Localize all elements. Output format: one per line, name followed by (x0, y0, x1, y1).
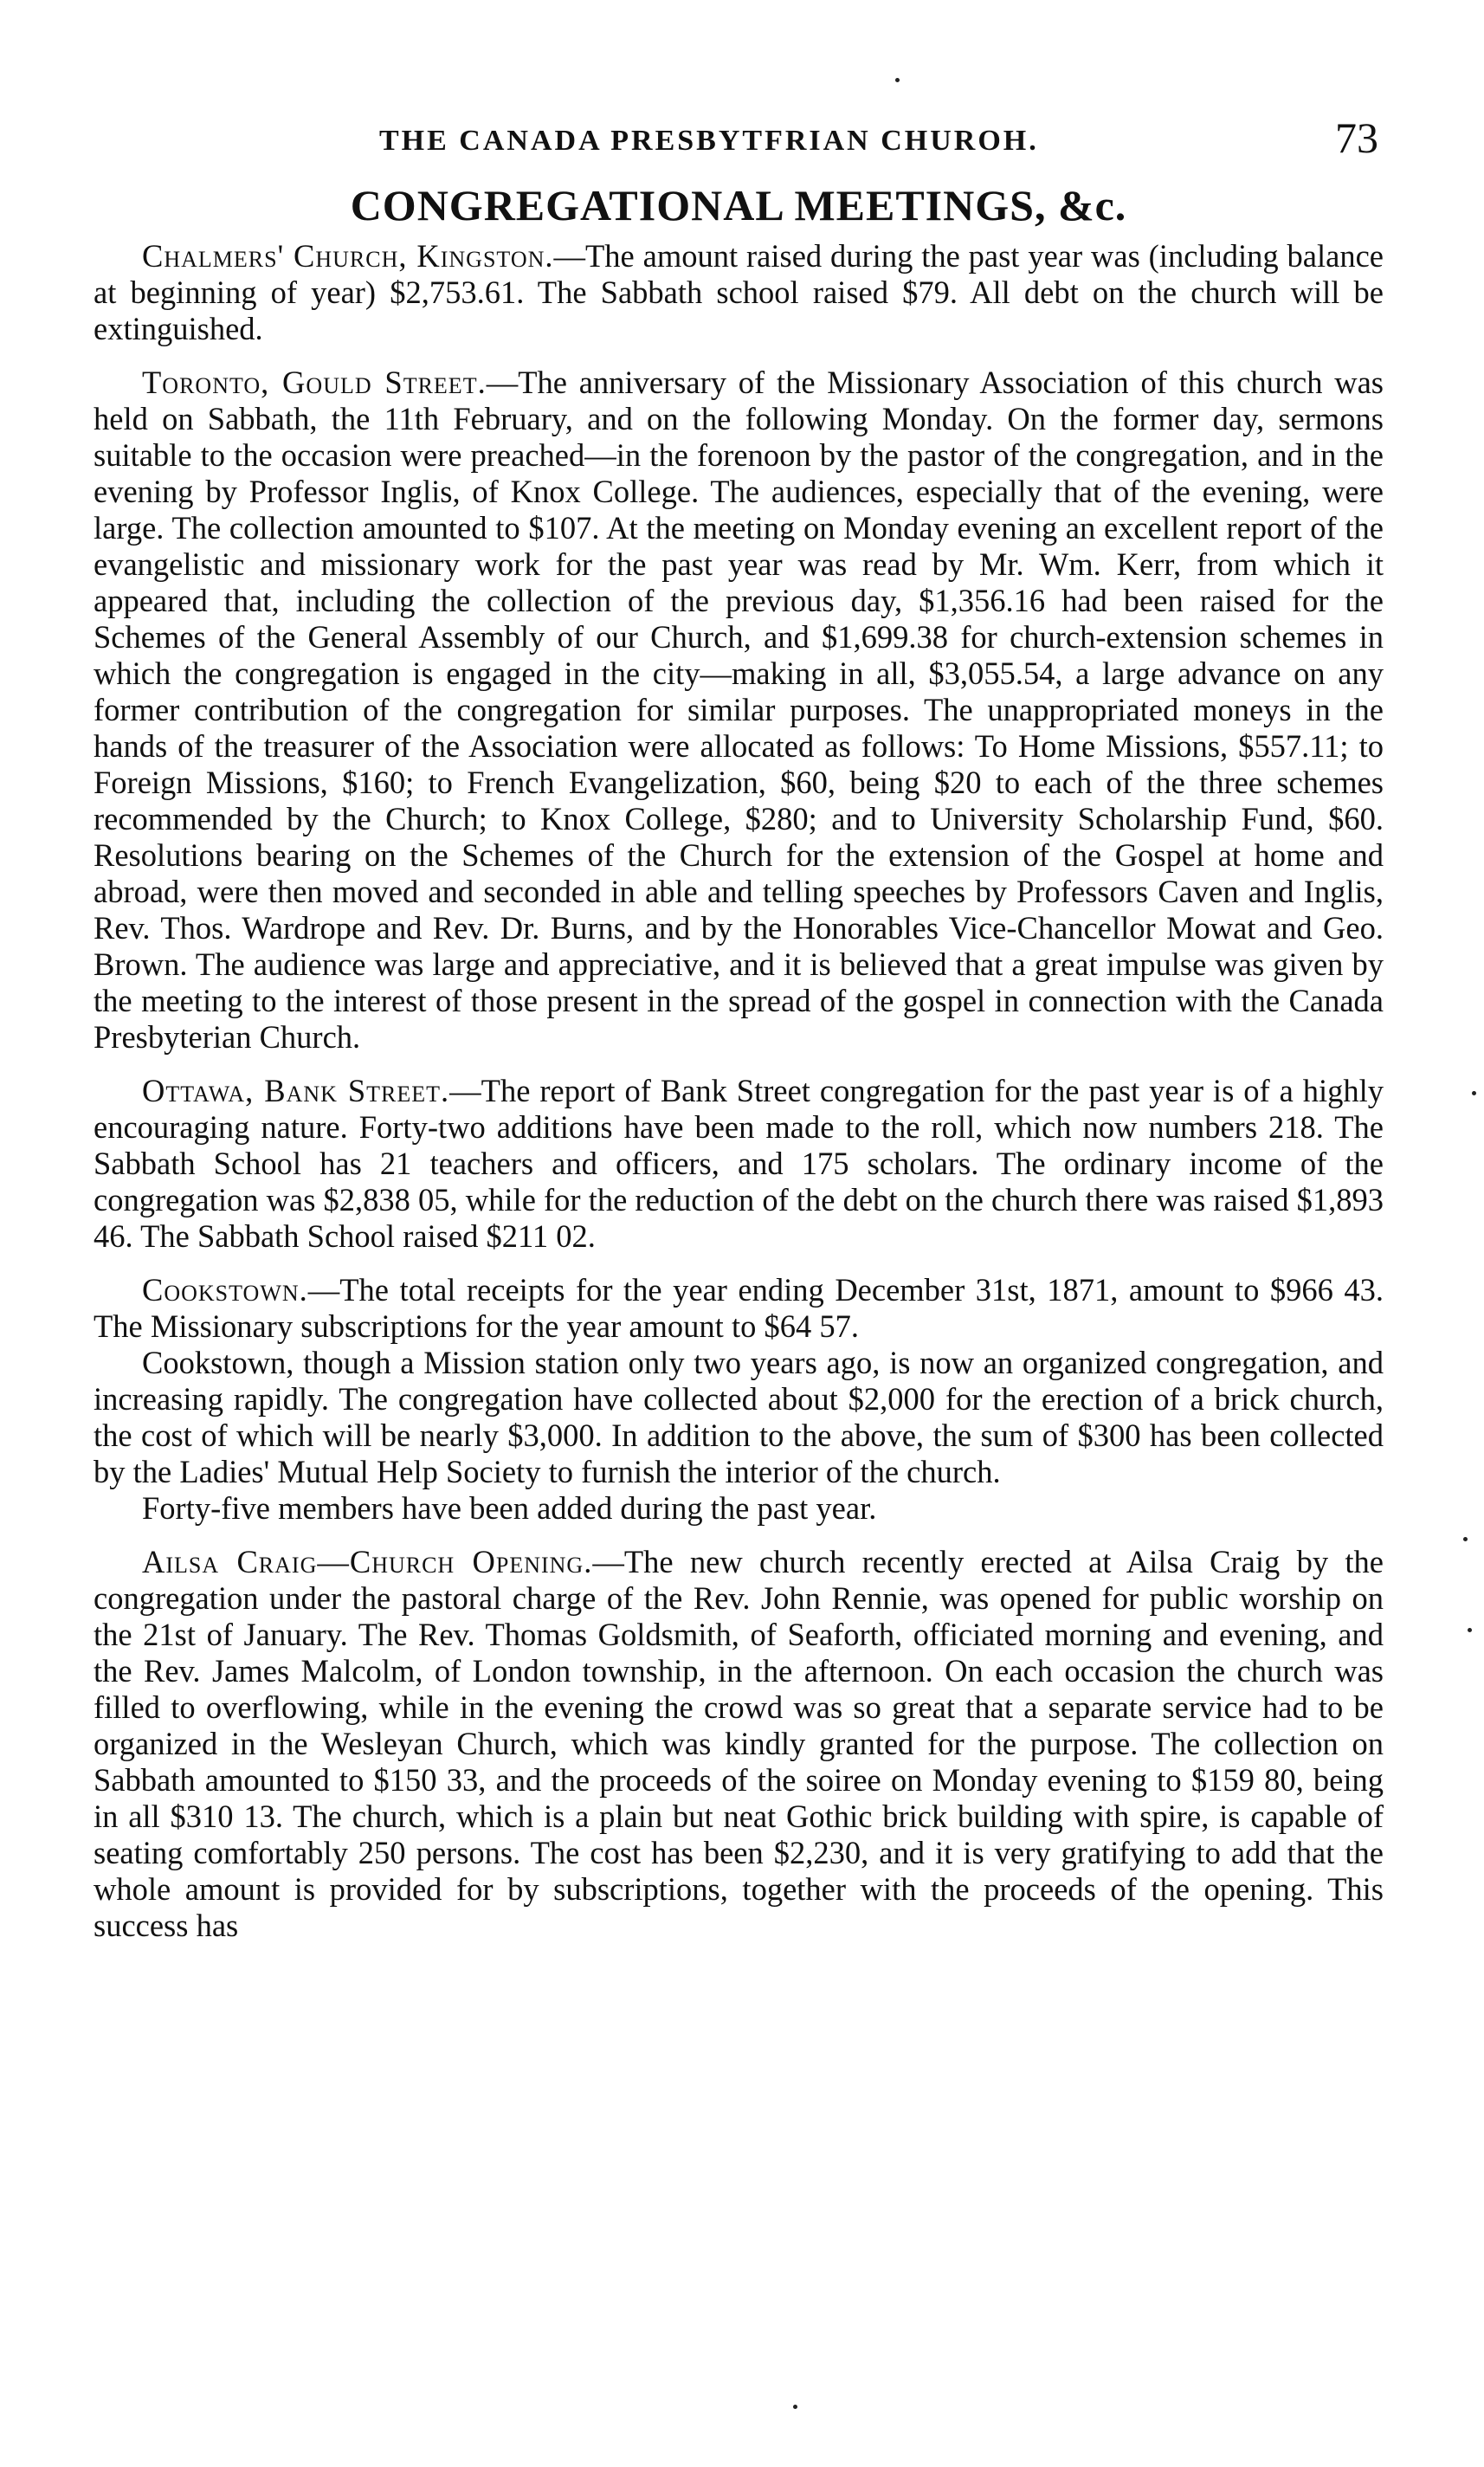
running-header (94, 111, 1384, 171)
article-toronto (94, 365, 1384, 1056)
ink-speck (1468, 1628, 1472, 1632)
page (94, 111, 1384, 1961)
ink-speck (793, 2405, 797, 2409)
article-paragraph (94, 1272, 1384, 1345)
article-ottawa (94, 1073, 1384, 1255)
article-lead: Ailsa Craig—Church Opening. (142, 1544, 593, 1579)
article-ailsa-craig (94, 1544, 1384, 1944)
ink-speck (1472, 1091, 1476, 1095)
article-lead: Toronto, Gould Street. (142, 365, 487, 400)
article-lead: Ottawa, Bank Street. (142, 1073, 450, 1108)
article-text: —The anniversary of the Missionary Association of this church was held on Sabbath, the 11th February, and on the following Monday. On the former day, sermons suitable to the occasion were preached—in the forenoon by the pastor of the congregation, and in the evening by Professor Inglis, of Knox College. The audiences, especially that of the evening, were large. The collection amounted to $107. At the meeting on Monday evening an excellent report of the evangelistic and missionary work for the past year was read by Mr. Wm. Kerr, from which it appeared that, including the collection of the previous day, $1,356.16 had been raised for the Schemes of the General Assembly of our Church, and $1,699.38 for church-extension schemes in which the congregation is engaged in the city—making in all, $3,055.54, a large advance on any former contribution of the congregation for similar purposes. The unappropriated moneys in the hands of the treasurer of the Association were allocated as follows: To Home Missions, $557.11; to Foreign Missions, $160; to French Evangelization, $60, being $20 to each of the three schemes recommended by the Church; to Knox College, $280; and to University Scholarship Fund, $60. Resolutions bearing on the Schemes of the Church for the extension of the Gospel at home and abroad, were then moved and seconded in able and telling speeches by Professors Caven and Inglis, Rev. Thos. Wardrope and Rev. Dr. Burns, and by the Honorables Vice-Chancellor Mowat and Geo. Brown. The audience was large and appreciative, and it is believed that a great impulse was given by the meeting to the interest of those present in the spread of the gospel in connection with the Canada Presbyterian Church. (94, 365, 1384, 1055)
article-lead: Chalmers' Church, Kingston. (142, 238, 554, 274)
ink-speck (1463, 1537, 1468, 1541)
article-paragraph (94, 238, 1384, 347)
article-kingston (94, 238, 1384, 347)
article-paragraph (94, 1073, 1384, 1255)
article-text: —The report of Bank Street congregation for the past year is of a highly encouraging nature. Forty-two additions have been made to the roll, which now numbers 218. The Sabbath School has 21 teachers and officers, and 175 scholars. The ordinary income of the congregation was $2,838 05, while for the reduction of the debt on the church there was raised $1,893 46. The Sabbath School raised $211 02. (94, 1073, 1384, 1254)
section-title: CONGREGATIONAL MEETINGS, &c. (350, 181, 1127, 229)
article-text: —The amount raised during the past year was (including balance at beginning of year) $2,753.61. The Sabbath school raised $79. All debt on the church will be extinguished. (94, 238, 1384, 346)
ink-speck (895, 78, 900, 82)
article-text: —The new church recently erected at Ailsa Craig by the congregation under the pastoral charge of the Rev. John Rennie, was opened for public worship on the 21st of January. The Rev. Thomas Goldsmith, of Seaforth, officiated morning and evening, and the Rev. James Malcolm, of London township, in the afternoon. On each occasion the church was filled to overflowing, while in the evening the crowd was so great that a separate service had to be organized in the Wesleyan Church, which was kindly granted for the purpose. The collection on Sabbath amounted to $150 33, and the proceeds of the soiree on Monday evening to $159 80, being in all $310 13. The church, which is a plain but neat Gothic brick building with spire, is capable of seating comfortably 250 persons. The cost has been $2,230, and it is very gratifying to add that the whole amount is provided for by subscriptions, together with the proceeds of the opening. This success has (94, 1544, 1384, 1943)
article-lead: Cookstown. (142, 1272, 308, 1308)
article-cookstown (94, 1272, 1384, 1527)
article-text: —The total receipts for the year ending December 31st, 1871, amount to $966 43. The Missionary subscriptions for the year amount to $64 57. (94, 1272, 1384, 1344)
article-paragraph: Cookstown, though a Mission station only two years ago, is now an organized congregation, and increasing rapidly. The congregation have collected about $2,000 for the erection of a brick church, the cost of which will be nearly $3,000. In addition to the above, the sum of $300 has been collected by the Ladies' Mutual Help Society to furnish the interior of the church. (94, 1345, 1384, 1489)
article-paragraph (94, 1544, 1384, 1944)
running-title: THE CANADA PRESBYTFRIAN CHUROH. (379, 125, 1039, 157)
page-number: 73 (1335, 113, 1378, 162)
article-paragraph: Forty-five members have been added during the past year. (142, 1490, 877, 1526)
article-paragraph (94, 365, 1384, 1056)
